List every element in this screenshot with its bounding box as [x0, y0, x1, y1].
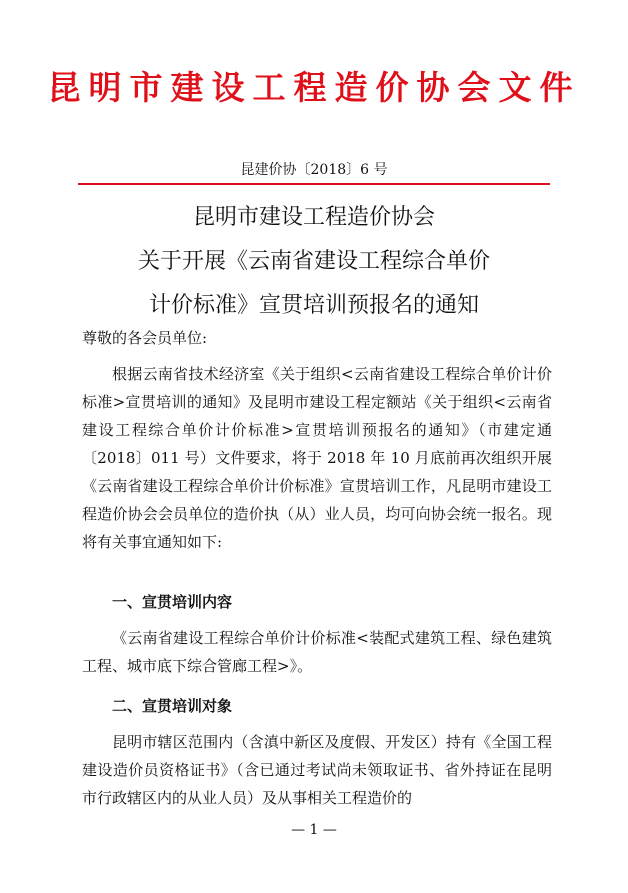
salutation: 尊敬的各会员单位:	[82, 329, 208, 347]
red-divider-line	[78, 183, 550, 185]
section-heading-1: 一、宣贯培训内容	[112, 593, 233, 611]
section-1-text: 《云南省建设工程综合单价计价标准<装配式建筑工程、绿色建筑工程、城市底下综合管廊工程>》。	[82, 629, 552, 675]
notice-title-line-2: 关于开展《云南省建设工程综合单价	[137, 249, 490, 274]
body-paragraph-1: 根据云南省技术经济室《关于组织<云南省建设工程综合单价计价标准>宣贯培训的通知》及昆明市建设工程定额站《关于组织<云南省建设工程综合单价计价标准>宣贯培训预报名的通知》（市建定通〔2018〕011 号）文件要求，将于 2018 年 10 月底前再次组织开展《云南省建设工程综合单价计价标准》宣贯培训工作，凡昆明市建设工程造价协会会员单位的造价执（从）业人员，均可向协会统一报名。现将有关事宜通知如下:	[82, 365, 552, 551]
section-2-text: 昆明市辖区范围内（含滇中新区及度假、开发区）持有《全国工程建设造价员资格证书》（含已通过考试尚未领取证书、省外持证在昆明市行政辖区内的从业人员）及从事相关工程造价的	[82, 733, 552, 807]
page-number: — 1 —	[291, 822, 337, 838]
section-heading-2: 二、宣贯培训对象	[112, 697, 233, 715]
document-number: 昆建价协〔2018〕6 号	[240, 162, 388, 178]
document-header-title: 昆明市建设工程造价协会文件	[47, 68, 581, 107]
notice-title-line-3: 计价标准》宣贯培训预报名的通知	[148, 293, 479, 318]
notice-title-line-1: 昆明市建设工程造价协会	[192, 205, 435, 230]
